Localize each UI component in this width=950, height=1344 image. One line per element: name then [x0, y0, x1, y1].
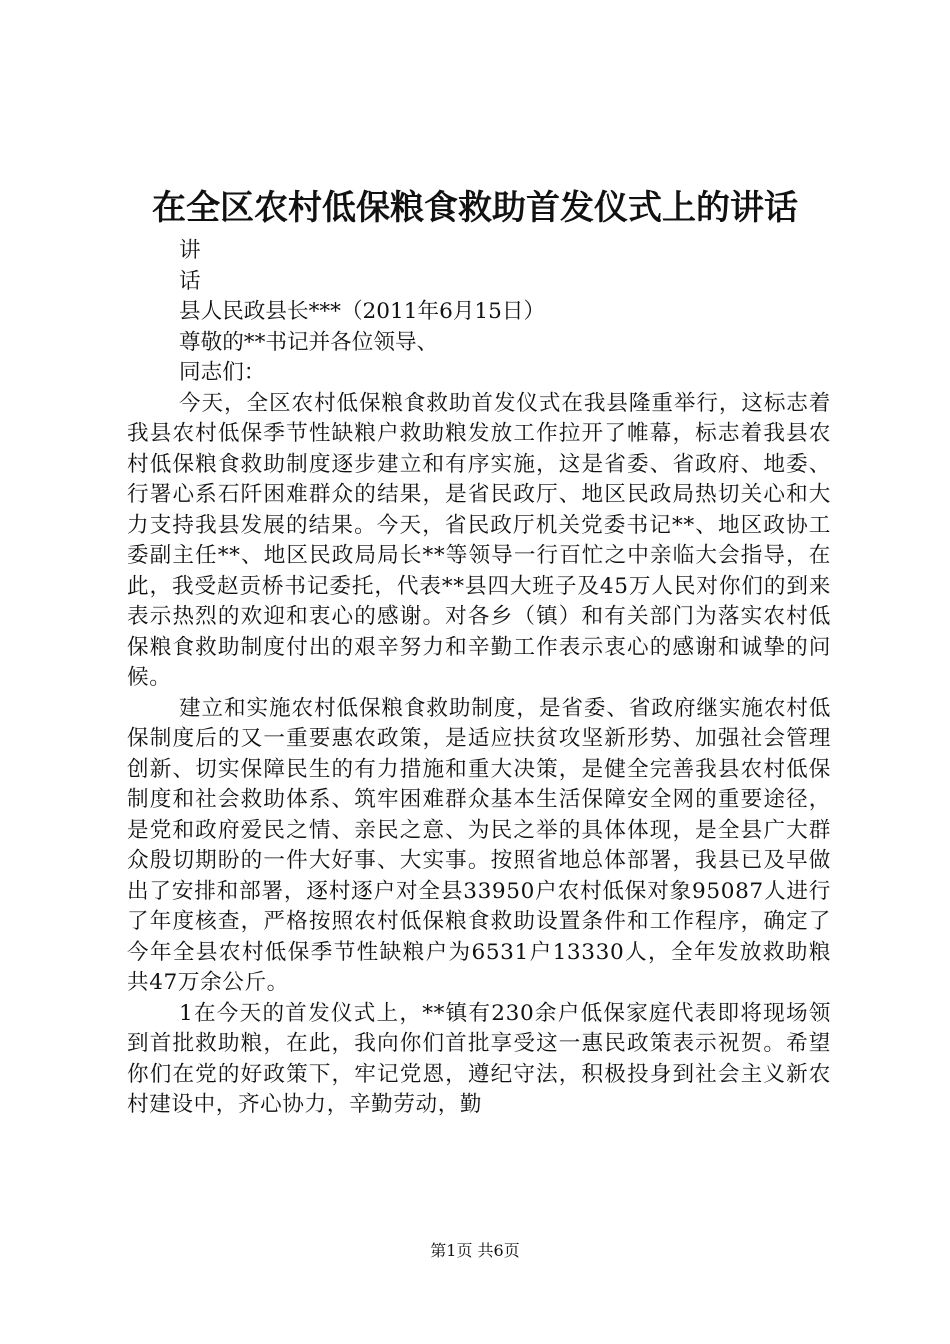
- header-line-2: 话: [179, 268, 201, 294]
- speaker-line: 县人民政县长***（2011年6月15日）: [179, 299, 546, 324]
- paragraph-1: 今天，全区农村低保粮食救助首发仪式在我县隆重举行，这标志着我县农村低保季节性缺粮户救助粮发放工作拉开了帷幕，标志着我县农村低保粮食救助制度逐步建立和有序实施，这是省委、省政府、地委、行署心系石阡困难群众的结果，是省民政厅、地区民政局热切关心和大力支持我县发展的结果。今天，省民政厅机关党委书记**、地区政协工委副主任**、地区民政局局长**等领导一行百忙之中亲临大会指导，在此，我受赵贡桥书记委托，代表**县四大班子及45万人民对你们的到来表示热烈的欢迎和衷心的感谢。对各乡（镇）和有关部门为落实农村低保粮食救助制度付出的艰辛努力和辛勤工作表示衷心的感谢和诚挚的问候。: [127, 390, 831, 690]
- salutation-line: 尊敬的**书记并各位领导、: [179, 329, 439, 355]
- salutation-line-2: 同志们：: [179, 360, 266, 385]
- paragraph-3: 1在今天的首发仪式上，**镇有230余户低保家庭代表即将现场领到首批救助粮，在此，我向你们首批享受这一惠民政策表示祝贺。希望你们在党的好政策下，牢记党恩，遵纪守法，积极投身到社会主义新农村建设中，齐心协力，辛勤劳动，勤: [127, 1000, 831, 1117]
- document-body: [127, 236, 831, 1121]
- header-line-1: 讲: [179, 238, 201, 263]
- document-title: 在全区农村低保粮食救助首发仪式上的讲话: [152, 188, 798, 228]
- paragraph-2: 建立和实施农村低保粮食救助制度，是省委、省政府继实施农村低保制度后的又一重要惠农政策，是适应扶贫攻坚新形势、加强社会管理创新、切实保障民生的有力措施和重大决策，是健全完善我县农村低保制度和社会救助体系、筑牢困难群众基本生活保障安全网的重要途径，是党和政府爱民之情、亲民之意、为民之举的具体体现，是全县广大群众殷切期盼的一件大好事、大实事。按照省地总体部署，我县已及早做出了安排和部署，逐村逐户对全县33950户农村低保对象95087人进行了年度核查，严格按照农村低保粮食救助设置条件和工作程序，确定了今年全县农村低保季节性缺粮户为6531户13330人，全年发放救助粮共47万余公斤。: [127, 695, 831, 995]
- page-footer: 第1页 共6页: [430, 1241, 520, 1260]
